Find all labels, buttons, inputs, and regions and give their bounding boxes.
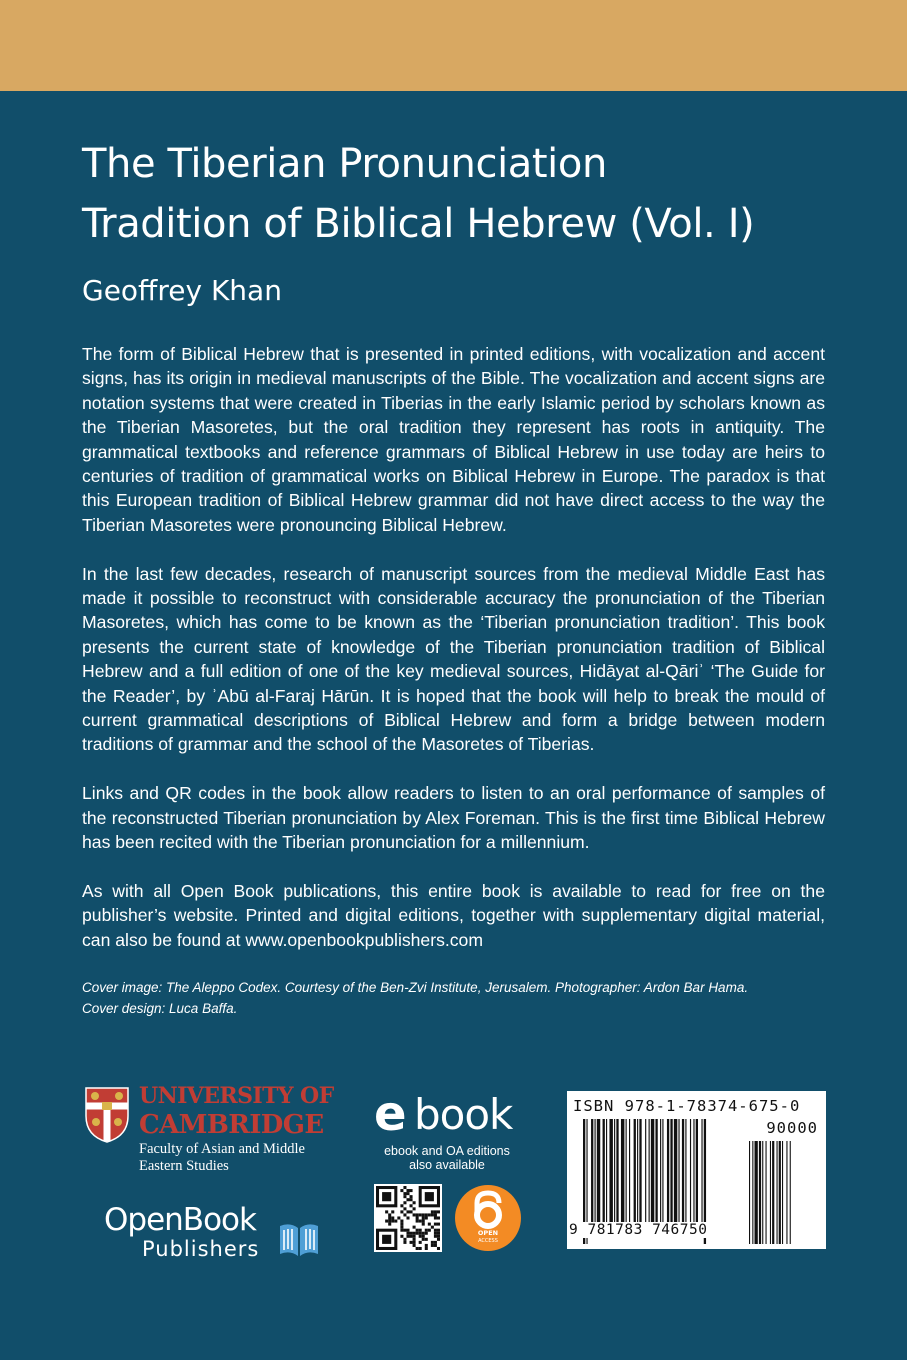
qr-module	[410, 1232, 413, 1235]
qr-module	[437, 1232, 440, 1235]
qr-module	[422, 1220, 425, 1223]
barcode-digits	[567, 1222, 729, 1238]
qr-module	[434, 1210, 437, 1213]
qr-module	[410, 1198, 413, 1201]
qr-module	[437, 1216, 440, 1219]
barcode-bar	[674, 1119, 677, 1222]
oa-label-access: ACCESS	[478, 1238, 498, 1244]
blurb-paragraph-4: As with all Open Book publications, this entire book is available to read for free on the publisher’s website. Printed and digital editions, together with supplementary digital material, can also be found at www.openbookpublishers.com	[82, 880, 825, 950]
publishers-wordmark: Publishers	[142, 1237, 260, 1261]
faculty-name	[139, 1141, 305, 1175]
qr-module	[428, 1213, 431, 1216]
barcode-addon-bar	[786, 1141, 787, 1244]
qr-module	[422, 1235, 425, 1238]
top-color-band	[0, 0, 907, 91]
barcode-addon-bar	[749, 1141, 750, 1244]
cambridge-line-2: CAMBRIDGE	[139, 1110, 324, 1140]
open-access-icon	[455, 1185, 521, 1251]
qr-module	[425, 1216, 428, 1219]
qr-module	[400, 1204, 403, 1207]
qr-module	[388, 1220, 391, 1223]
barcode-bar	[597, 1119, 600, 1222]
barcode-price-code: 90000	[766, 1119, 818, 1137]
qr-module	[400, 1189, 403, 1192]
barcode-bar	[645, 1119, 646, 1222]
qr-module	[434, 1232, 437, 1235]
barcode-addon-bar	[770, 1141, 771, 1244]
qr-module	[434, 1229, 437, 1232]
ebook-e: e	[374, 1086, 407, 1142]
qr-module	[403, 1192, 406, 1195]
ebook-avail-line-1: ebook and OA editions	[384, 1144, 510, 1158]
cover-design-credit: Cover design: Luca Baffa.	[82, 1001, 238, 1016]
cambridge-crest-icon	[84, 1086, 130, 1144]
qr-module	[437, 1223, 440, 1226]
faculty-line-1: Faculty of Asian and Middle	[139, 1141, 305, 1157]
back-cover-blurb	[82, 342, 825, 977]
qr-module	[437, 1210, 440, 1213]
qr-module	[400, 1210, 403, 1213]
barcode-bar	[614, 1119, 615, 1222]
barcode-bar	[667, 1119, 669, 1222]
qr-module	[419, 1229, 422, 1232]
qr-module	[425, 1238, 428, 1241]
qr-module	[400, 1235, 403, 1238]
barcode-bar	[629, 1119, 630, 1222]
qr-module	[416, 1220, 419, 1223]
qr-module	[425, 1244, 428, 1247]
qr-module	[434, 1223, 437, 1226]
qr-module	[406, 1210, 409, 1213]
barcode-addon-bar	[752, 1141, 753, 1244]
qr-module	[403, 1238, 406, 1241]
qr-module	[403, 1201, 406, 1204]
qr-module	[406, 1235, 409, 1238]
qr-module	[410, 1195, 413, 1198]
barcode-bar	[603, 1119, 605, 1222]
qr-module	[406, 1192, 409, 1195]
qr-module	[400, 1223, 403, 1226]
isbn-number: ISBN 978-1-78374-675-0	[573, 1097, 801, 1115]
barcode-addon-bar	[762, 1141, 763, 1244]
qr-module	[410, 1210, 413, 1213]
barcode-addon-bar	[772, 1141, 774, 1244]
barcode-bar	[637, 1119, 638, 1222]
qr-module	[388, 1216, 391, 1219]
cambridge-logo	[84, 1083, 344, 1181]
qr-module	[416, 1232, 419, 1235]
qr-module	[434, 1241, 437, 1244]
qr-module	[434, 1216, 437, 1219]
qr-module	[422, 1216, 425, 1219]
qr-module	[410, 1204, 413, 1207]
qr-module	[403, 1241, 406, 1244]
qr-module	[431, 1241, 434, 1244]
blurb-paragraph-2: In the last few decades, research of manuscript sources from the medieval Middle East has made it possible to reconstruct with considerable accuracy the pronunciation of the Tiberian Masoretes, which has come to be known as the ‘Tiberian pronunciation tradition’. This book presents the current state of knowledge of the Tiberian pronunciation tradition of Biblical Hebrew and a full edition of one of the key medieval sources, Hidāyat al-Qāriʾ ‘The Guide for the Reader’, by ʾAbū al-Faraj Hārūn. It is hoped that the book will help to break the mould of current grammatical descriptions of Biblical Hebrew and form a bridge between modern traditions of grammar and the school of the Masoretes of Tiberias.	[82, 563, 825, 755]
qr-module	[431, 1226, 434, 1229]
barcode-bar	[616, 1119, 618, 1222]
qr-module	[400, 1229, 403, 1232]
qr-module	[416, 1213, 419, 1216]
barcode-bar	[670, 1119, 672, 1222]
qr-module	[431, 1244, 434, 1247]
cover-credits	[82, 977, 842, 1019]
barcode-first-digit: 9	[569, 1222, 579, 1238]
qr-module	[385, 1220, 388, 1223]
cambridge-line-1: UNIVERSITY OF	[139, 1083, 334, 1109]
qr-module	[413, 1235, 416, 1238]
qr-module	[425, 1229, 428, 1232]
qr-module	[428, 1223, 431, 1226]
qr-finder	[425, 1192, 434, 1201]
qr-module	[385, 1210, 388, 1213]
qr-module	[403, 1229, 406, 1232]
isbn-barcode	[567, 1091, 826, 1249]
qr-module	[406, 1232, 409, 1235]
qr-module	[416, 1247, 419, 1250]
barcode-bar	[634, 1119, 636, 1222]
title-line-1: The Tiberian Pronunciation	[82, 141, 607, 187]
qr-module	[419, 1232, 422, 1235]
book-title	[82, 134, 872, 254]
barcode-addon-bar	[755, 1141, 758, 1244]
qr-module	[431, 1210, 434, 1213]
barcode-bar	[678, 1119, 679, 1222]
qr-module	[425, 1247, 428, 1250]
qr-module	[391, 1210, 394, 1213]
qr-module	[403, 1195, 406, 1198]
barcode-addon-bar	[777, 1141, 778, 1244]
openbook-publishers-logo	[104, 1202, 324, 1272]
qr-module	[403, 1186, 406, 1189]
oa-label-open: OPEN	[477, 1229, 499, 1237]
qr-module	[434, 1213, 437, 1216]
qr-module	[428, 1229, 431, 1232]
qr-module	[397, 1216, 400, 1219]
qr-module	[434, 1244, 437, 1247]
barcode-bar	[626, 1119, 627, 1222]
qr-module	[419, 1247, 422, 1250]
barcode-bar	[606, 1119, 607, 1222]
open-book-icon	[276, 1214, 322, 1260]
barcode-addon-bar	[790, 1141, 791, 1244]
qr-module	[437, 1247, 440, 1250]
barcode-bar	[595, 1119, 596, 1222]
qr-module	[391, 1216, 394, 1219]
qr-module	[406, 1198, 409, 1201]
qr-module	[406, 1189, 409, 1192]
qr-module	[400, 1226, 403, 1229]
qr-module	[422, 1238, 425, 1241]
qr-module	[400, 1220, 403, 1223]
qr-module	[422, 1213, 425, 1216]
qr-module	[419, 1213, 422, 1216]
barcode-number: 781783 746750	[587, 1222, 708, 1238]
qr-module	[437, 1238, 440, 1241]
qr-module	[413, 1201, 416, 1204]
barcode-bar	[682, 1119, 684, 1222]
qr-module	[422, 1232, 425, 1235]
faculty-line-2: Eastern Studies	[139, 1158, 229, 1174]
ebook-wordmark	[372, 1086, 522, 1142]
qr-module	[419, 1235, 422, 1238]
qr-code-icon	[374, 1184, 442, 1252]
qr-finder	[382, 1235, 391, 1244]
barcode-addon-bar	[759, 1141, 761, 1244]
cover-image-credit: Cover image: The Aleppo Codex. Courtesy of the Ben-Zvi Institute, Jerusalem. Photographer: Ardon Bar Hama.	[82, 980, 749, 995]
qr-module	[437, 1235, 440, 1238]
qr-module	[413, 1207, 416, 1210]
blurb-paragraph-1: The form of Biblical Hebrew that is presented in printed editions, with vocalization and accent signs, has its origin in medieval manuscripts of the Bible. The vocalization and accent signs are notation systems that were created in Tiberias in the early Islamic period by scholars known as the Tiberian Masoretes, but the oral tradition they represent has roots in antiquity. The grammatical textbooks and reference grammars of Biblical Hebrew in use today are heirs to centuries of tradition of grammatical works on Biblical Hebrew in Europe. The paradox is that this European tradition of Biblical Hebrew grammar did not have direct access to the way the Tiberian Masoretes were pronouncing Biblical Hebrew.	[82, 344, 825, 535]
qr-module	[425, 1232, 428, 1235]
qr-module	[413, 1213, 416, 1216]
qr-module	[413, 1241, 416, 1244]
qr-finder	[382, 1192, 391, 1201]
qr-module	[413, 1226, 416, 1229]
qr-module	[416, 1229, 419, 1232]
title-line-2: Tradition of Biblical Hebrew (Vol. I)	[82, 201, 755, 247]
qr-module	[394, 1220, 397, 1223]
barcode-bar	[662, 1119, 663, 1222]
barcode-bar	[701, 1119, 702, 1222]
qr-module	[391, 1220, 394, 1223]
qr-module	[416, 1216, 419, 1219]
qr-module	[422, 1223, 425, 1226]
blurb-paragraph-3: Links and QR codes in the book allow readers to listen to an oral performance of samples of the reconstructed Tiberian pronunciation by Alex Foreman. This is the first time Biblical Hebrew has been recited with the Tiberian pronunciation for a millennium.	[82, 783, 825, 853]
barcode-addon-bar	[779, 1141, 781, 1244]
barcode-bar	[690, 1119, 691, 1222]
openbook-wordmark: OpenBook	[104, 1202, 256, 1238]
qr-module	[403, 1207, 406, 1210]
qr-module	[419, 1241, 422, 1244]
qr-module	[413, 1238, 416, 1241]
ebook-book: book	[414, 1090, 513, 1139]
qr-module	[425, 1213, 428, 1216]
qr-module	[406, 1229, 409, 1232]
barcode-bar	[655, 1119, 657, 1222]
barcode-bar	[621, 1119, 624, 1222]
qr-module	[388, 1223, 391, 1226]
barcode-bar	[639, 1119, 641, 1222]
ebook-availability	[372, 1144, 522, 1172]
barcode-bar	[609, 1119, 612, 1222]
qr-module	[434, 1235, 437, 1238]
qr-module	[437, 1229, 440, 1232]
qr-module	[413, 1244, 416, 1247]
ebook-avail-line-2: also available	[409, 1158, 485, 1172]
barcode-bar	[660, 1119, 661, 1222]
author-name: Geoffrey Khan	[82, 274, 282, 307]
qr-module	[431, 1213, 434, 1216]
barcode-addon-bar	[782, 1141, 783, 1244]
qr-module	[410, 1241, 413, 1244]
qr-module	[419, 1220, 422, 1223]
barcode-bar	[696, 1119, 698, 1222]
barcode-bar	[651, 1119, 654, 1222]
qr-module	[413, 1232, 416, 1235]
cambridge-wordmark	[139, 1082, 334, 1140]
qr-module	[406, 1216, 409, 1219]
qr-module	[403, 1213, 406, 1216]
barcode-bar	[693, 1119, 694, 1222]
barcode-addon-bar	[766, 1141, 767, 1244]
qr-module	[410, 1189, 413, 1192]
barcode-bar	[591, 1119, 593, 1222]
qr-module	[388, 1213, 391, 1216]
qr-module	[410, 1235, 413, 1238]
barcode-bar	[685, 1119, 686, 1222]
barcode-bar	[649, 1119, 650, 1222]
